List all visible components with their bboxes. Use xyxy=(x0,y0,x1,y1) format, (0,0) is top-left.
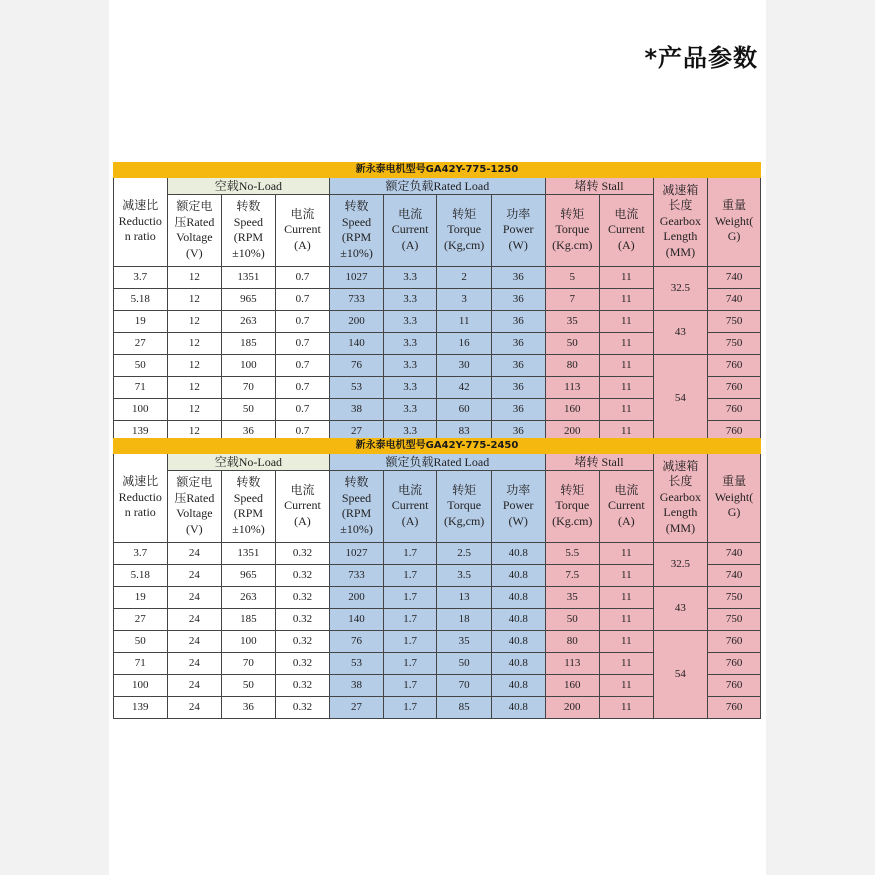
cell-stall-current: 11 xyxy=(600,608,654,630)
cell-noload-speed: 965 xyxy=(222,288,276,310)
cell-ratio: 100 xyxy=(114,398,168,420)
cell-stall-current: 11 xyxy=(600,354,654,376)
cell-stall-torque: 50 xyxy=(545,608,600,630)
cell-ratio: 5.18 xyxy=(114,288,168,310)
header-weight: 重量 Weight( G) xyxy=(708,177,761,266)
cell-stall-torque: 5 xyxy=(545,266,600,288)
cell-stall-current: 11 xyxy=(600,586,654,608)
cell-noload-current: 0.7 xyxy=(275,332,330,354)
cell-rated-speed: 1027 xyxy=(330,266,384,288)
cell-stall-current: 11 xyxy=(600,288,654,310)
table-row xyxy=(114,630,761,652)
cell-rated-torque: 85 xyxy=(437,696,492,718)
cell-rated-torque: 30 xyxy=(437,354,492,376)
cell-noload-speed: 36 xyxy=(222,420,276,442)
header-stall-group: 堵转 Stall xyxy=(545,453,653,470)
cell-ratio: 19 xyxy=(114,586,168,608)
header-noload-current: 电流 Current (A) xyxy=(275,470,330,542)
cell-rated-power: 36 xyxy=(491,266,545,288)
cell-rated-power: 36 xyxy=(491,376,545,398)
cell-weight: 760 xyxy=(708,398,761,420)
header-rated-torque: 转矩 Torque (Kg,cm) xyxy=(437,470,492,542)
header-voltage: 额定电 压Rated Voltage (V) xyxy=(167,470,222,542)
cell-voltage: 24 xyxy=(167,652,222,674)
cell-stall-current: 11 xyxy=(600,376,654,398)
cell-noload-current: 0.7 xyxy=(275,310,330,332)
header-rated-group: 额定负载Rated Load xyxy=(330,177,545,194)
cell-noload-current: 0.7 xyxy=(275,420,330,442)
cell-noload-current: 0.32 xyxy=(275,586,330,608)
cell-stall-current: 11 xyxy=(600,266,654,288)
cell-rated-speed: 140 xyxy=(330,332,384,354)
cell-gearbox-length: 32.5 xyxy=(653,542,708,586)
cell-rated-torque: 35 xyxy=(437,630,492,652)
cell-gearbox-length: 43 xyxy=(653,310,708,354)
cell-voltage: 12 xyxy=(167,332,222,354)
cell-rated-speed: 140 xyxy=(330,608,384,630)
cell-stall-current: 11 xyxy=(600,398,654,420)
page-title: *产品参数 xyxy=(644,44,758,72)
cell-noload-current: 0.7 xyxy=(275,266,330,288)
cell-rated-speed: 76 xyxy=(330,630,384,652)
header-stall-torque: 转矩 Torque (Kg.cm) xyxy=(545,470,600,542)
header-stall-current: 电流 Current (A) xyxy=(600,470,654,542)
cell-rated-current: 3.3 xyxy=(383,376,437,398)
cell-rated-speed: 733 xyxy=(330,564,384,586)
cell-stall-current: 11 xyxy=(600,696,654,718)
cell-weight: 750 xyxy=(708,332,761,354)
cell-voltage: 12 xyxy=(167,398,222,420)
cell-noload-speed: 185 xyxy=(222,608,276,630)
cell-noload-speed: 70 xyxy=(222,376,276,398)
cell-stall-torque: 160 xyxy=(545,398,600,420)
cell-stall-torque: 80 xyxy=(545,354,600,376)
cell-stall-torque: 80 xyxy=(545,630,600,652)
cell-weight: 760 xyxy=(708,696,761,718)
cell-rated-power: 36 xyxy=(491,398,545,420)
cell-noload-current: 0.32 xyxy=(275,542,330,564)
table-row xyxy=(114,354,761,376)
cell-stall-torque: 35 xyxy=(545,586,600,608)
header-ratio: 减速比 Reductio n ratio xyxy=(114,177,168,266)
cell-rated-speed: 200 xyxy=(330,310,384,332)
cell-noload-speed: 1351 xyxy=(222,266,276,288)
header-noload-speed: 转数 Speed (RPM ±10%) xyxy=(222,194,276,266)
cell-noload-speed: 263 xyxy=(222,586,276,608)
cell-gearbox-length: 54 xyxy=(653,354,708,442)
table-row xyxy=(114,266,761,288)
cell-noload-speed: 1351 xyxy=(222,542,276,564)
header-noload-speed: 转数 Speed (RPM ±10%) xyxy=(222,470,276,542)
cell-voltage: 24 xyxy=(167,696,222,718)
cell-stall-torque: 200 xyxy=(545,696,600,718)
cell-rated-power: 40.8 xyxy=(491,630,545,652)
cell-rated-speed: 76 xyxy=(330,354,384,376)
cell-weight: 760 xyxy=(708,674,761,696)
cell-stall-torque: 50 xyxy=(545,332,600,354)
table-row xyxy=(114,542,761,564)
cell-ratio: 139 xyxy=(114,696,168,718)
cell-stall-torque: 113 xyxy=(545,376,600,398)
cell-ratio: 3.7 xyxy=(114,542,168,564)
cell-weight: 760 xyxy=(708,630,761,652)
cell-rated-current: 3.3 xyxy=(383,354,437,376)
cell-stall-current: 11 xyxy=(600,420,654,442)
cell-ratio: 71 xyxy=(114,652,168,674)
cell-rated-current: 1.7 xyxy=(383,586,437,608)
header-ratio: 减速比 Reductio n ratio xyxy=(114,453,168,542)
cell-rated-power: 40.8 xyxy=(491,674,545,696)
cell-rated-torque: 13 xyxy=(437,586,492,608)
cell-stall-current: 11 xyxy=(600,630,654,652)
cell-noload-speed: 50 xyxy=(222,674,276,696)
cell-rated-current: 1.7 xyxy=(383,608,437,630)
cell-rated-speed: 38 xyxy=(330,674,384,696)
cell-rated-speed: 38 xyxy=(330,398,384,420)
cell-gearbox-length: 54 xyxy=(653,630,708,718)
cell-ratio: 5.18 xyxy=(114,564,168,586)
cell-noload-speed: 100 xyxy=(222,630,276,652)
cell-rated-speed: 1027 xyxy=(330,542,384,564)
header-gearbox: 减速箱 长度 Gearbox Length (MM) xyxy=(653,453,708,542)
cell-weight: 740 xyxy=(708,288,761,310)
cell-rated-power: 40.8 xyxy=(491,652,545,674)
cell-ratio: 100 xyxy=(114,674,168,696)
cell-stall-torque: 35 xyxy=(545,310,600,332)
cell-rated-speed: 27 xyxy=(330,420,384,442)
cell-rated-power: 36 xyxy=(491,310,545,332)
cell-gearbox-length: 32.5 xyxy=(653,266,708,310)
cell-rated-speed: 53 xyxy=(330,652,384,674)
cell-rated-torque: 11 xyxy=(437,310,492,332)
cell-noload-current: 0.32 xyxy=(275,674,330,696)
header-noload-group: 空载No-Load xyxy=(167,177,330,194)
cell-ratio: 50 xyxy=(114,630,168,652)
model-title: 新永泰电机型号GA42Y-775-1250 xyxy=(114,163,761,178)
cell-rated-power: 40.8 xyxy=(491,542,545,564)
cell-voltage: 12 xyxy=(167,354,222,376)
cell-stall-torque: 200 xyxy=(545,420,600,442)
table-row xyxy=(114,310,761,332)
cell-weight: 760 xyxy=(708,354,761,376)
cell-stall-current: 11 xyxy=(600,332,654,354)
cell-weight: 750 xyxy=(708,586,761,608)
header-gearbox: 减速箱 长度 Gearbox Length (MM) xyxy=(653,177,708,266)
cell-rated-power: 40.8 xyxy=(491,696,545,718)
cell-weight: 760 xyxy=(708,420,761,442)
cell-rated-power: 36 xyxy=(491,288,545,310)
cell-voltage: 24 xyxy=(167,586,222,608)
cell-rated-torque: 3.5 xyxy=(437,564,492,586)
cell-voltage: 24 xyxy=(167,564,222,586)
header-rated-power: 功率 Power (W) xyxy=(491,470,545,542)
cell-rated-speed: 27 xyxy=(330,696,384,718)
cell-ratio: 27 xyxy=(114,608,168,630)
cell-ratio: 139 xyxy=(114,420,168,442)
cell-noload-speed: 965 xyxy=(222,564,276,586)
cell-rated-torque: 2 xyxy=(437,266,492,288)
cell-weight: 760 xyxy=(708,376,761,398)
header-rated-speed: 转数 Speed (RPM ±10%) xyxy=(330,194,384,266)
cell-noload-current: 0.7 xyxy=(275,288,330,310)
cell-rated-power: 40.8 xyxy=(491,608,545,630)
cell-rated-current: 1.7 xyxy=(383,696,437,718)
cell-rated-speed: 200 xyxy=(330,586,384,608)
cell-ratio: 27 xyxy=(114,332,168,354)
header-rated-power: 功率 Power (W) xyxy=(491,194,545,266)
cell-rated-current: 1.7 xyxy=(383,674,437,696)
cell-rated-current: 3.3 xyxy=(383,420,437,442)
cell-rated-current: 1.7 xyxy=(383,630,437,652)
cell-stall-current: 11 xyxy=(600,310,654,332)
header-stall-group: 堵转 Stall xyxy=(545,177,653,194)
cell-stall-torque: 160 xyxy=(545,674,600,696)
cell-noload-speed: 100 xyxy=(222,354,276,376)
cell-weight: 750 xyxy=(708,608,761,630)
cell-ratio: 71 xyxy=(114,376,168,398)
cell-weight: 750 xyxy=(708,310,761,332)
spec-table xyxy=(113,162,761,443)
cell-noload-speed: 185 xyxy=(222,332,276,354)
cell-noload-current: 0.32 xyxy=(275,564,330,586)
cell-rated-current: 3.3 xyxy=(383,398,437,420)
cell-noload-current: 0.32 xyxy=(275,652,330,674)
cell-noload-current: 0.32 xyxy=(275,696,330,718)
cell-rated-torque: 60 xyxy=(437,398,492,420)
cell-rated-power: 36 xyxy=(491,354,545,376)
table-row xyxy=(114,586,761,608)
header-rated-group: 额定负载Rated Load xyxy=(330,453,545,470)
cell-voltage: 12 xyxy=(167,288,222,310)
cell-rated-power: 36 xyxy=(491,420,545,442)
cell-rated-current: 3.3 xyxy=(383,310,437,332)
cell-rated-torque: 3 xyxy=(437,288,492,310)
cell-rated-power: 40.8 xyxy=(491,564,545,586)
header-rated-current: 电流 Current (A) xyxy=(383,194,437,266)
cell-rated-torque: 42 xyxy=(437,376,492,398)
cell-stall-current: 11 xyxy=(600,542,654,564)
cell-noload-speed: 263 xyxy=(222,310,276,332)
cell-voltage: 24 xyxy=(167,674,222,696)
cell-rated-current: 1.7 xyxy=(383,652,437,674)
cell-ratio: 19 xyxy=(114,310,168,332)
cell-rated-speed: 53 xyxy=(330,376,384,398)
cell-rated-power: 40.8 xyxy=(491,586,545,608)
spec-table xyxy=(113,438,761,719)
cell-stall-current: 11 xyxy=(600,674,654,696)
cell-weight: 740 xyxy=(708,266,761,288)
header-stall-torque: 转矩 Torque (Kg.cm) xyxy=(545,194,600,266)
cell-weight: 740 xyxy=(708,564,761,586)
header-voltage: 额定电 压Rated Voltage (V) xyxy=(167,194,222,266)
header-rated-speed: 转数 Speed (RPM ±10%) xyxy=(330,470,384,542)
cell-rated-torque: 83 xyxy=(437,420,492,442)
cell-gearbox-length: 43 xyxy=(653,586,708,630)
cell-voltage: 24 xyxy=(167,542,222,564)
cell-weight: 760 xyxy=(708,652,761,674)
cell-voltage: 12 xyxy=(167,266,222,288)
cell-stall-torque: 7 xyxy=(545,288,600,310)
cell-rated-current: 3.3 xyxy=(383,288,437,310)
cell-rated-current: 3.3 xyxy=(383,332,437,354)
cell-voltage: 12 xyxy=(167,310,222,332)
cell-rated-power: 36 xyxy=(491,332,545,354)
cell-rated-speed: 733 xyxy=(330,288,384,310)
cell-rated-current: 1.7 xyxy=(383,564,437,586)
cell-rated-current: 1.7 xyxy=(383,542,437,564)
header-weight: 重量 Weight( G) xyxy=(708,453,761,542)
header-rated-current: 电流 Current (A) xyxy=(383,470,437,542)
cell-noload-current: 0.7 xyxy=(275,398,330,420)
cell-voltage: 24 xyxy=(167,608,222,630)
cell-rated-torque: 2.5 xyxy=(437,542,492,564)
cell-noload-speed: 70 xyxy=(222,652,276,674)
cell-weight: 740 xyxy=(708,542,761,564)
cell-ratio: 3.7 xyxy=(114,266,168,288)
header-rated-torque: 转矩 Torque (Kg,cm) xyxy=(437,194,492,266)
cell-stall-torque: 5.5 xyxy=(545,542,600,564)
cell-noload-speed: 50 xyxy=(222,398,276,420)
cell-rated-torque: 70 xyxy=(437,674,492,696)
cell-rated-current: 3.3 xyxy=(383,266,437,288)
cell-noload-current: 0.32 xyxy=(275,608,330,630)
cell-rated-torque: 16 xyxy=(437,332,492,354)
header-noload-group: 空载No-Load xyxy=(167,453,330,470)
cell-stall-torque: 113 xyxy=(545,652,600,674)
cell-rated-torque: 50 xyxy=(437,652,492,674)
cell-stall-torque: 7.5 xyxy=(545,564,600,586)
cell-voltage: 24 xyxy=(167,630,222,652)
cell-voltage: 12 xyxy=(167,420,222,442)
cell-voltage: 12 xyxy=(167,376,222,398)
cell-stall-current: 11 xyxy=(600,652,654,674)
header-noload-current: 电流 Current (A) xyxy=(275,194,330,266)
header-stall-current: 电流 Current (A) xyxy=(600,194,654,266)
cell-ratio: 50 xyxy=(114,354,168,376)
cell-noload-current: 0.7 xyxy=(275,376,330,398)
model-title: 新永泰电机型号GA42Y-775-2450 xyxy=(114,439,761,454)
cell-noload-current: 0.32 xyxy=(275,630,330,652)
product-sheet xyxy=(109,0,766,875)
cell-stall-current: 11 xyxy=(600,564,654,586)
cell-noload-speed: 36 xyxy=(222,696,276,718)
cell-rated-torque: 18 xyxy=(437,608,492,630)
cell-noload-current: 0.7 xyxy=(275,354,330,376)
